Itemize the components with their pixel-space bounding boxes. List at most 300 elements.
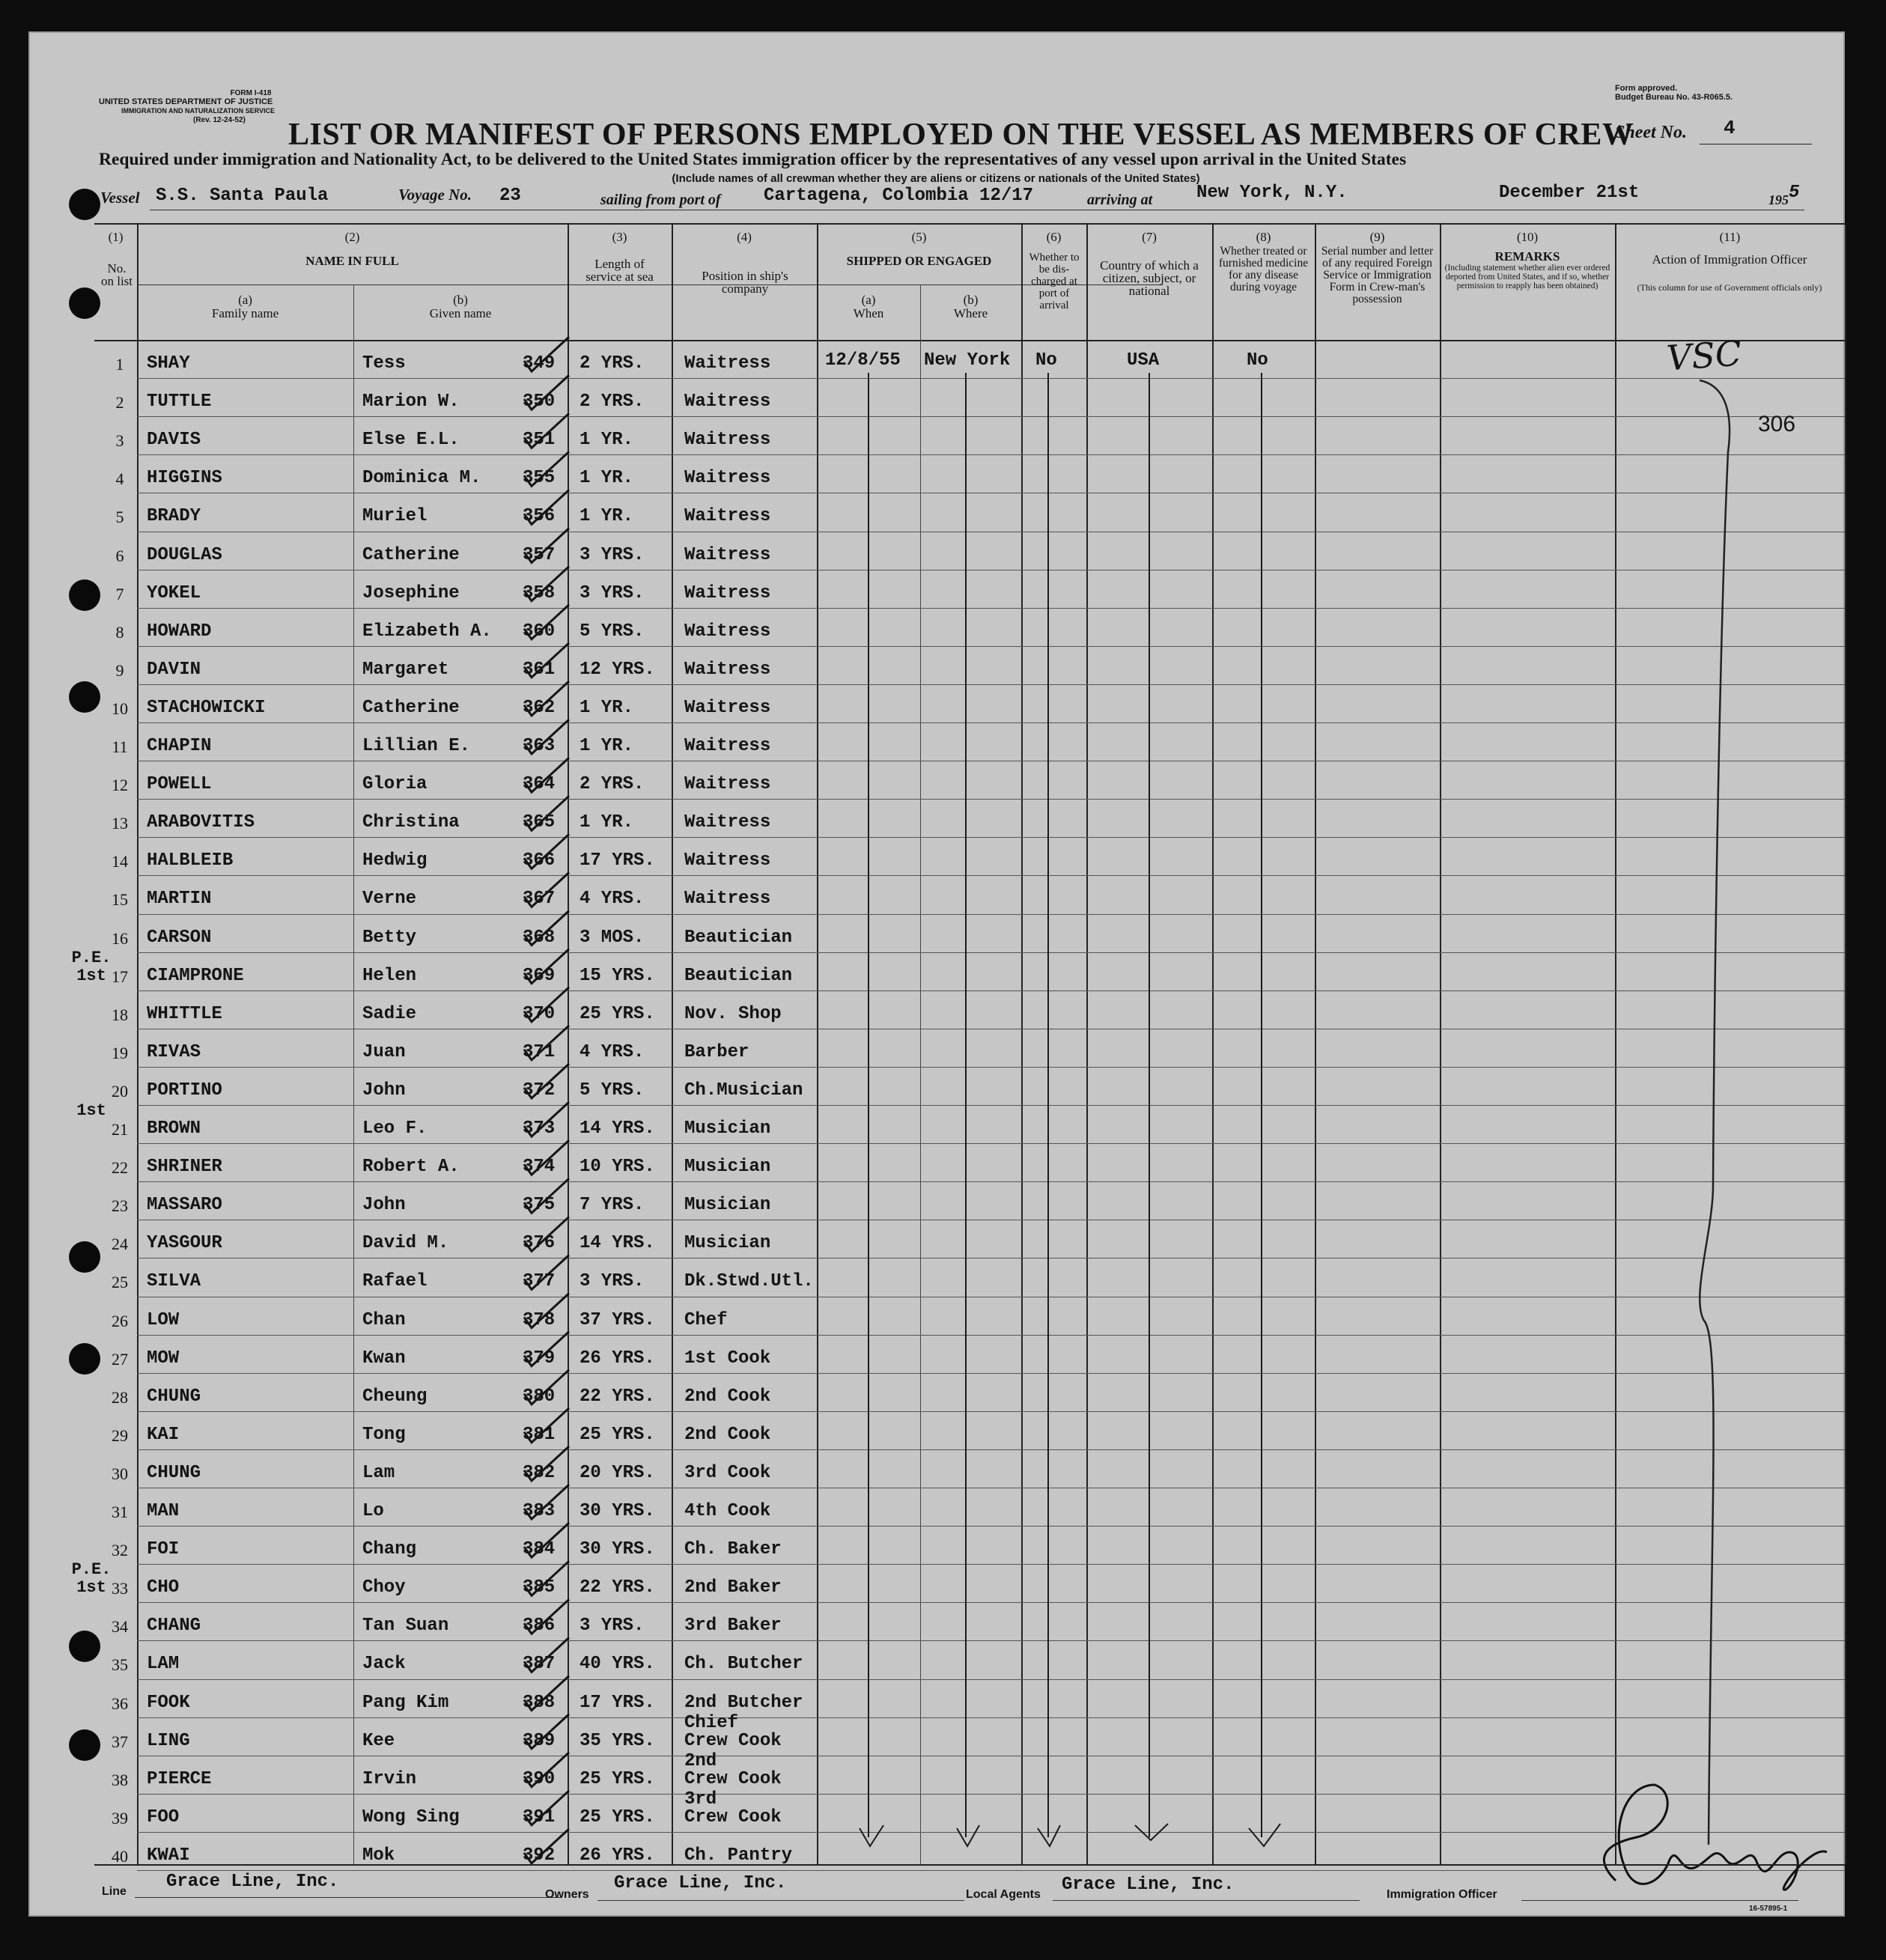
position-cell: Waitress (684, 506, 771, 526)
serial-cell: 390 (523, 1769, 556, 1789)
sheet-label: Sheet No. (1615, 123, 1687, 142)
service-cell: 2 YRS. (580, 353, 645, 374)
check-mark (524, 1217, 569, 1251)
form-note: (Include names of all crewman whether they are aliens or citizens or nationals of the United States) (672, 172, 1200, 185)
family-name-cell: FOOK (147, 1693, 190, 1713)
family-name-cell: FOO (147, 1807, 180, 1827)
revision: (Rev. 12-24-52) (193, 116, 246, 124)
position-cell: Crew Cook (684, 1731, 782, 1751)
serial-cell: 374 (523, 1157, 556, 1177)
service-cell: 30 YRS. (580, 1501, 655, 1521)
row-number: 10 (112, 699, 128, 718)
check-mark (524, 1676, 569, 1711)
position-cell: Crew Cook (684, 1769, 782, 1789)
serial-cell: 364 (523, 774, 556, 794)
position-cell: Waitress (684, 621, 771, 642)
given-name-cell: Else E.L. (362, 430, 460, 450)
row-number: 23 (112, 1196, 128, 1215)
line-underline (135, 1897, 562, 1898)
row-number: 32 (112, 1541, 128, 1559)
given-name-cell: Pang Kim (362, 1693, 449, 1713)
given-name-cell: Lam (362, 1463, 395, 1483)
position-cell: 3rd Baker (684, 1616, 782, 1636)
family-name-cell: BROWN (147, 1119, 201, 1139)
given-name-cell: Robert A. (362, 1157, 460, 1177)
service-cell: 22 YRS. (580, 1387, 655, 1407)
given-name-cell: Josephine (362, 583, 460, 603)
col11-note: (This column for use of Government officials only) (1637, 282, 1822, 293)
service-cell: 30 YRS. (580, 1539, 655, 1559)
given-name-cell: Tong (362, 1425, 406, 1445)
family-name-cell: MARTIN (147, 889, 212, 909)
row-number: 19 (112, 1044, 128, 1062)
serial-cell: 376 (523, 1233, 556, 1253)
service-cell: 1 YR. (580, 812, 634, 833)
line-value: Grace Line, Inc. (166, 1872, 339, 1892)
manifest-sheet (28, 31, 1845, 1917)
serial-cell: 349 (523, 353, 556, 374)
position-cell: Waitress (684, 774, 771, 794)
check-mark (524, 605, 569, 639)
service-cell: 25 YRS. (580, 1769, 655, 1789)
form-approved: Form approved. (1615, 84, 1678, 93)
family-name-cell: SHAY (147, 353, 190, 374)
family-name-cell: PIERCE (147, 1769, 212, 1789)
service-cell: 15 YRS. (580, 966, 655, 986)
row-number: 35 (112, 1655, 128, 1674)
position-cell: Ch. Pantry (684, 1845, 793, 1866)
position-cell: 2nd Butcher (684, 1693, 803, 1713)
service-cell: 40 YRS. (580, 1654, 655, 1674)
check-mark (524, 796, 569, 830)
serial-cell: 366 (523, 850, 556, 871)
check-mark (524, 1714, 569, 1749)
agents-underline (1053, 1900, 1360, 1901)
row-number: 7 (115, 585, 124, 603)
col9-header: Serial number and letter of any required Foreign Service or Immigration Form in Crew-man's possession (1321, 245, 1434, 305)
given-name-cell: David M. (362, 1233, 449, 1253)
serial-cell: 363 (523, 736, 556, 756)
signature-scribble (1604, 1785, 1827, 1890)
serial-cell: 361 (523, 660, 556, 680)
family-name-cell: CARSON (147, 928, 212, 948)
position-top-cell: 3rd (684, 1789, 717, 1810)
serial-cell: 392 (523, 1845, 556, 1866)
check-mark (524, 643, 569, 678)
family-name-cell: MAN (147, 1501, 180, 1521)
position-cell: Waitress (684, 660, 771, 680)
position-cell: Waitress (684, 430, 771, 450)
given-name-cell: Sadie (362, 1004, 417, 1024)
given-name-cell: Margaret (362, 660, 449, 680)
col10-note: (Including statement whether alien ever ordered deported from United States, and if so, whether permission to reapply has been obtained) (1444, 264, 1610, 290)
family-name-cell: SILVA (147, 1271, 201, 1291)
col5b-number: (b) (963, 293, 979, 307)
check-mark (524, 1408, 569, 1443)
given-name-cell: Tess (362, 353, 406, 374)
serial-cell: 381 (523, 1425, 556, 1445)
print-code: 16-57895-1 (1749, 1905, 1788, 1913)
service-cell: 7 YRS. (580, 1195, 645, 1215)
position-cell: Musician (684, 1195, 771, 1215)
row-number: 4 (115, 469, 124, 488)
service-cell: 25 YRS. (580, 1004, 655, 1024)
family-name-cell: LAM (147, 1654, 180, 1674)
service-cell: 25 YRS. (580, 1807, 655, 1827)
service-cell: 3 YRS. (580, 1271, 645, 1291)
position-cell: Crew Cook (684, 1807, 782, 1827)
service-cell: 2 YRS. (580, 392, 645, 412)
check-mark (524, 1026, 569, 1060)
check-mark (524, 1561, 569, 1595)
check-mark (524, 1829, 569, 1863)
row-number: 11 (112, 737, 128, 756)
sailing-label: sailing from port of (600, 192, 721, 208)
given-name-cell: Wong Sing (362, 1807, 460, 1827)
serial-cell: 350 (523, 392, 556, 412)
col5b-header: Where (953, 306, 988, 320)
check-mark (524, 1523, 569, 1557)
service-cell: 1 YR. (580, 430, 634, 450)
check-mark (524, 1485, 569, 1519)
position-cell: Waitress (684, 736, 771, 756)
col5a-number: (a) (861, 293, 876, 307)
officer-underline (1521, 1900, 1798, 1901)
form-title: LIST OR MANIFEST OF PERSONS EMPLOYED ON THE VESSEL AS MEMBERS OF CREW (288, 118, 1634, 152)
check-mark (524, 681, 569, 716)
service-cell: 3 YRS. (580, 1616, 645, 1636)
year-prefix: 195 (1768, 192, 1789, 207)
family-name-cell: YOKEL (147, 583, 201, 603)
col2-number: (2) (344, 230, 360, 244)
vessel-label: Vessel (100, 189, 140, 207)
family-name-cell: LING (147, 1731, 190, 1751)
given-name-cell: Chan (362, 1310, 406, 1330)
service-cell: 1 YR. (580, 698, 634, 718)
family-name-cell: CHANG (147, 1616, 201, 1636)
owners-value: Grace Line, Inc. (614, 1873, 787, 1893)
check-mark (524, 872, 569, 907)
col7-number: (7) (1142, 230, 1157, 244)
row-number: 26 (112, 1312, 128, 1330)
given-name-cell: Rafael (362, 1271, 428, 1291)
position-cell: Ch. Baker (684, 1539, 782, 1559)
row-number: 38 (112, 1771, 128, 1789)
service-cell: 26 YRS. (580, 1348, 655, 1369)
voyage-label: Voyage No. (398, 186, 472, 204)
serial-cell: 372 (523, 1080, 556, 1101)
serial-cell: 377 (523, 1271, 556, 1291)
family-name-cell: WHITTLE (147, 1004, 222, 1024)
family-name-cell: HOWARD (147, 621, 212, 642)
col2a-number: (a) (238, 293, 252, 307)
row-number: 22 (112, 1158, 128, 1177)
check-mark (524, 1791, 569, 1825)
row-number: 15 (112, 890, 128, 909)
check-mark (524, 1753, 569, 1787)
check-mark (524, 758, 569, 792)
family-name-cell: CHUNG (147, 1463, 201, 1483)
family-name-cell: KWAI (147, 1845, 190, 1866)
service-cell: 25 YRS. (580, 1425, 655, 1445)
budget-bureau: Budget Bureau No. 43-R065.5. (1615, 93, 1733, 102)
col2a-header: Family name (211, 306, 279, 320)
row-number: 2 (115, 393, 124, 412)
given-name-cell: Marion W. (362, 392, 460, 412)
service: IMMIGRATION AND NATURALIZATION SERVICE (121, 107, 275, 115)
family-name-cell: DAVIS (147, 430, 201, 450)
col3-number: (3) (612, 230, 627, 244)
row-number: 8 (115, 623, 124, 642)
given-name-cell: Chang (362, 1539, 417, 1559)
service-cell: 17 YRS. (580, 850, 655, 871)
service-cell: 3 YRS. (580, 545, 645, 565)
serial-cell: 351 (523, 430, 556, 450)
given-name-cell: Gloria (362, 774, 428, 794)
service-cell: 5 YRS. (580, 1080, 645, 1101)
position-cell: Beautician (684, 966, 793, 986)
given-name-cell: Lo (362, 1501, 384, 1521)
check-mark (524, 1637, 569, 1672)
service-cell: 14 YRS. (580, 1233, 655, 1253)
row-number: 28 (112, 1388, 128, 1407)
service-cell: 3 MOS. (580, 928, 645, 948)
agents-value: Grace Line, Inc. (1062, 1875, 1235, 1895)
check-mark (524, 911, 569, 946)
service-cell: 10 YRS. (580, 1157, 655, 1177)
position-cell: Ch.Musician (684, 1080, 803, 1101)
shipped-where-cell: New York (924, 350, 1011, 371)
col4-header: Position in ship's company (702, 269, 788, 296)
row-number: 37 (112, 1732, 128, 1751)
arrival-date: December 21st (1499, 183, 1640, 203)
family-name-cell: DOUGLAS (147, 545, 222, 565)
row-number: 17 (112, 967, 128, 986)
family-name-cell: POWELL (147, 774, 212, 794)
sheet-number: 4 (1724, 117, 1736, 139)
col3-header: Length of service at sea (585, 257, 654, 284)
row-number: 24 (112, 1235, 128, 1253)
given-name-cell: Lillian E. (362, 736, 471, 756)
position-cell: Waitress (684, 583, 771, 603)
position-cell: Musician (684, 1157, 771, 1177)
given-name-cell: Christina (362, 812, 460, 833)
service-cell: 35 YRS. (580, 1731, 655, 1751)
check-mark (524, 490, 569, 524)
check-mark (524, 987, 569, 1022)
given-name-cell: Tan Suan (362, 1616, 449, 1636)
col8-number: (8) (1256, 230, 1271, 244)
row-number: 34 (112, 1617, 128, 1636)
col6-number: (6) (1046, 230, 1062, 244)
form-number: FORM I-418 (230, 89, 272, 97)
serial-cell: 380 (523, 1387, 556, 1407)
row-number: 40 (112, 1847, 128, 1866)
serial-cell: 391 (523, 1807, 556, 1827)
position-cell: Barber (684, 1042, 749, 1062)
treated-cell: No (1247, 350, 1268, 371)
family-name-cell: DAVIN (147, 660, 201, 680)
position-cell: 1st Cook (684, 1348, 771, 1369)
col1-header: No. on list (100, 261, 133, 288)
serial-cell: 357 (523, 545, 556, 565)
agency: UNITED STATES DEPARTMENT OF JUSTICE (99, 97, 273, 106)
col6-header: Whether to be dis-charged at port of arrival (1029, 252, 1080, 311)
serial-cell: 382 (523, 1463, 556, 1483)
col1-number: (1) (108, 230, 124, 244)
serial-cell: 365 (523, 812, 556, 833)
check-mark (524, 1255, 569, 1289)
check-mark (524, 1102, 569, 1136)
service-cell: 17 YRS. (580, 1693, 655, 1713)
check-mark (524, 451, 569, 486)
serial-cell: 369 (523, 966, 556, 986)
check-mark (524, 375, 569, 410)
shipped-when-cell: 12/8/55 (825, 350, 901, 371)
check-mark (524, 337, 569, 371)
family-name-cell: STACHOWICKI (147, 698, 266, 718)
given-name-cell: Elizabeth A. (362, 621, 492, 642)
position-cell: Musician (684, 1119, 771, 1139)
serial-cell: 355 (523, 468, 556, 488)
serial-cell: 383 (523, 1501, 556, 1521)
col5a-header: When (853, 306, 884, 320)
country-cell: USA (1127, 350, 1160, 371)
given-name-cell: Verne (362, 889, 417, 909)
col11-number: (11) (1719, 230, 1741, 244)
col2-header: NAME IN FULL (305, 254, 399, 268)
row-number: 25 (112, 1273, 128, 1291)
margin-note: 1st (76, 1101, 106, 1120)
service-cell: 5 YRS. (580, 621, 645, 642)
given-name-cell: Muriel (362, 506, 428, 526)
check-mark (524, 1599, 569, 1634)
check-mark (524, 719, 569, 754)
row-number: 5 (115, 508, 124, 526)
given-name-cell: Catherine (362, 698, 460, 718)
check-mark (524, 529, 569, 563)
family-name-cell: BRADY (147, 506, 201, 526)
row-number: 1 (115, 355, 124, 374)
given-name-cell: Catherine (362, 545, 460, 565)
col8-header: Whether treated or furnished medicine for any disease during voyage (1218, 245, 1309, 293)
check-mark (524, 413, 569, 448)
given-name-cell: Mok (362, 1845, 395, 1866)
family-name-cell: MOW (147, 1348, 180, 1369)
serial-cell: 360 (523, 621, 556, 642)
given-name-cell: Kwan (362, 1348, 406, 1369)
family-name-cell: KAI (147, 1425, 180, 1445)
serial-cell: 356 (523, 506, 556, 526)
row-number: 9 (115, 661, 124, 680)
position-cell: Musician (684, 1233, 771, 1253)
owners-label: Owners (545, 1888, 589, 1901)
row-number: 3 (115, 431, 124, 450)
position-cell: Waitress (684, 392, 771, 412)
given-name-cell: Cheung (362, 1387, 428, 1407)
family-name-cell: RIVAS (147, 1042, 201, 1062)
service-cell: 1 YR. (580, 506, 634, 526)
check-mark (524, 567, 569, 601)
given-name-cell: John (362, 1195, 406, 1215)
officer-label: Immigration Officer (1387, 1888, 1497, 1901)
serial-cell: 373 (523, 1119, 556, 1139)
serial-cell: 378 (523, 1310, 556, 1330)
position-cell: Waitress (684, 545, 771, 565)
serial-cell: 362 (523, 698, 556, 718)
year-suffix: 5 (1789, 183, 1800, 203)
family-name-cell: HALBLEIB (147, 850, 234, 871)
service-cell: 4 YRS. (580, 889, 645, 909)
given-name-cell: Choy (362, 1577, 406, 1598)
serial-cell: 358 (523, 583, 556, 603)
officer-signature (1550, 1857, 1569, 1865)
sailing-port: Cartagena, Colombia 12/17 (764, 186, 1034, 206)
form-subtitle: Required under immigration and Nationality Act, to be delivered to the United States immigration officer by the representatives of any vessel upon arrival in the United States (99, 150, 1407, 169)
service-cell: 3 YRS. (580, 583, 645, 603)
row-number: 14 (112, 852, 128, 871)
given-name-cell: Dominica M. (362, 468, 481, 488)
position-cell: 3rd Cook (684, 1463, 771, 1483)
serial-cell: 385 (523, 1577, 556, 1598)
given-name-cell: Jack (362, 1654, 406, 1674)
row-number: 6 (115, 547, 124, 565)
serial-cell: 384 (523, 1539, 556, 1559)
position-cell: Waitress (684, 812, 771, 833)
check-mark (524, 1178, 569, 1213)
position-cell: Nov. Shop (684, 1004, 782, 1024)
check-mark (524, 1446, 569, 1481)
owners-underline (597, 1900, 964, 1901)
discharged-cell: No (1035, 350, 1057, 371)
position-cell: 2nd Cook (684, 1425, 771, 1445)
family-name-cell: YASGOUR (147, 1233, 222, 1253)
family-name-cell: ARABOVITIS (147, 812, 255, 833)
agents-label: Local Agents (966, 1888, 1041, 1901)
col5-number: (5) (911, 230, 927, 244)
check-mark (524, 1370, 569, 1404)
page-number: 306 (1758, 412, 1796, 436)
position-cell: Waitress (684, 468, 771, 488)
position-cell: Ch. Butcher (684, 1654, 803, 1674)
arriving-label: arriving at (1087, 192, 1153, 208)
position-cell: Waitress (684, 698, 771, 718)
row-number: 18 (112, 1005, 128, 1024)
serial-cell: 388 (523, 1693, 556, 1713)
col2b-number: (b) (453, 293, 468, 307)
position-cell: 4th Cook (684, 1501, 771, 1521)
given-name-cell: Irvin (362, 1769, 417, 1789)
service-cell: 1 YR. (580, 468, 634, 488)
row-number: 20 (112, 1082, 128, 1101)
check-mark (524, 834, 569, 868)
position-cell: 2nd Baker (684, 1577, 782, 1598)
row-number: 30 (112, 1464, 128, 1483)
col11-header: Action of Immigration Officer (1652, 252, 1807, 267)
position-cell: 2nd Cook (684, 1387, 771, 1407)
service-cell: 37 YRS. (580, 1310, 655, 1330)
service-cell: 1 YR. (580, 736, 634, 756)
position-cell: Waitress (684, 353, 771, 374)
serial-cell: 368 (523, 928, 556, 948)
check-mark (524, 1332, 569, 1366)
service-cell: 26 YRS. (580, 1845, 655, 1866)
family-name-cell: FOI (147, 1539, 180, 1559)
check-mark (524, 1064, 569, 1098)
row-number: 31 (112, 1503, 128, 1521)
row-number: 29 (112, 1426, 128, 1445)
service-cell: 22 YRS. (580, 1577, 655, 1598)
